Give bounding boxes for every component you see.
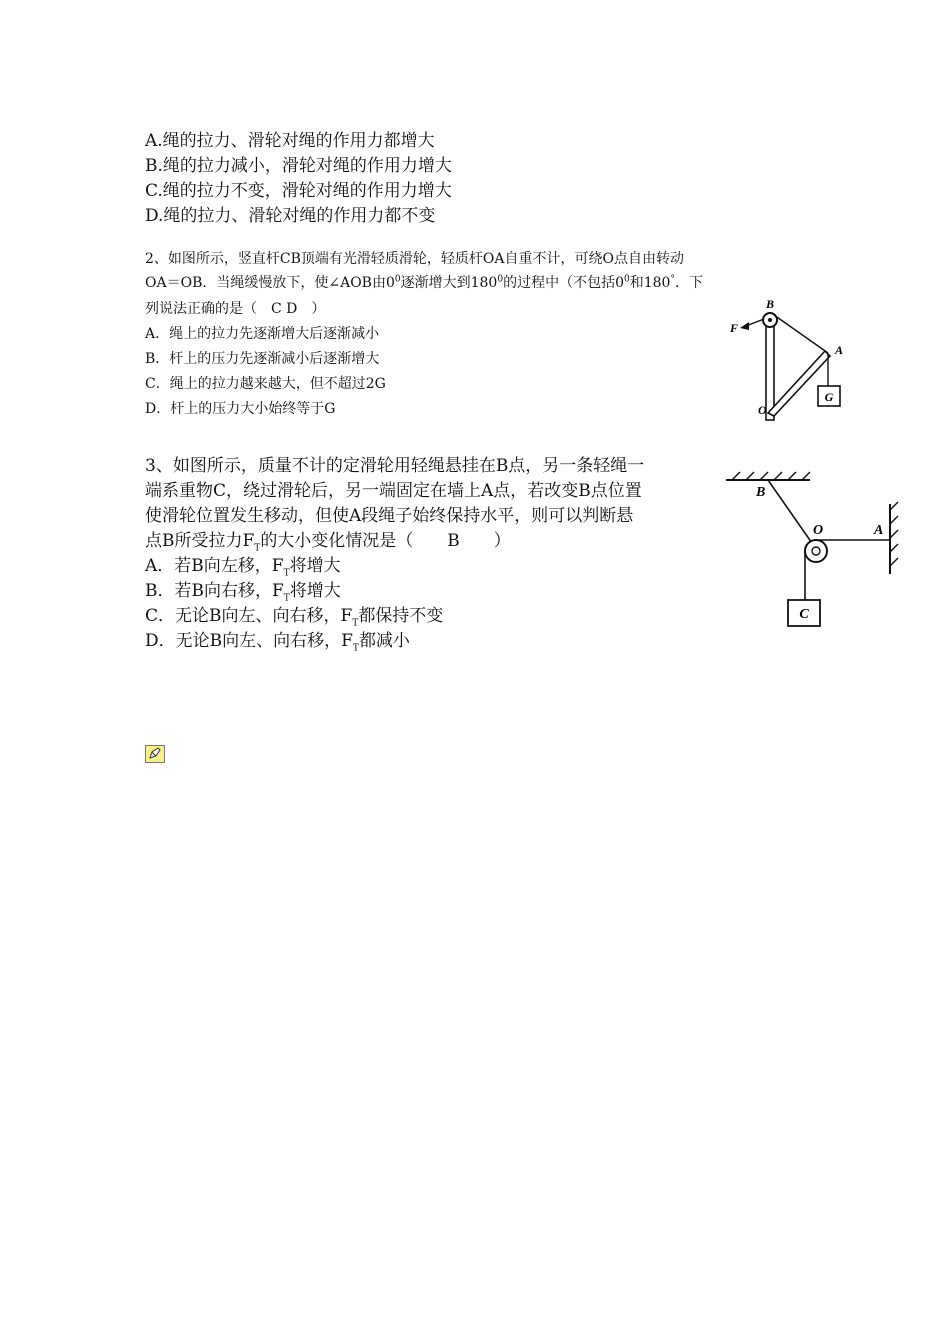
label-c: C <box>799 607 809 622</box>
q2-option-d: D．杆上的压力大小始终等于G <box>145 401 336 417</box>
label-f: F <box>730 321 739 335</box>
vertical-rod <box>766 320 774 420</box>
label-a: A <box>874 523 884 538</box>
option-text: 都减小 <box>358 631 410 651</box>
q3-option-c <box>145 601 443 628</box>
q3-option-d <box>145 626 410 653</box>
q3-option-a <box>145 551 341 578</box>
pencil-icon <box>146 746 164 762</box>
label-a: A <box>835 343 844 357</box>
option-text: 将增大 <box>289 581 341 601</box>
superscript: 0 <box>497 274 504 285</box>
superscript: 0 <box>394 274 401 285</box>
pulley-axle <box>768 318 772 322</box>
option-text: 将增大 <box>289 556 341 576</box>
label-o: O <box>758 403 767 417</box>
option-text: A．若B向左移，F <box>145 556 284 576</box>
q2-stem-part: ．下 <box>674 275 703 291</box>
subscript: T <box>352 618 359 629</box>
q2-stem-part: OA＝OB．当绳缓慢放下，使∠AOB由0 <box>145 275 395 291</box>
q1-option-b: B.绳的拉力减小，滑轮对绳的作用力增大 <box>145 156 452 176</box>
label-b: B <box>756 485 766 500</box>
force-arrow <box>740 322 749 330</box>
q1-option-d: D.绳的拉力、滑轮对绳的作用力都不变 <box>145 206 436 226</box>
rope-b-to-o <box>768 480 814 546</box>
subscript: T <box>352 643 359 654</box>
subscript: T <box>283 568 290 579</box>
wall-hatch <box>890 502 898 566</box>
q3-stem-line4 <box>145 526 511 553</box>
pulley-axle <box>812 547 820 555</box>
q3-stem-part: 的大小变化情况是（ B ） <box>260 531 511 551</box>
q2-stem-part: 的过程中（不包括0 <box>503 275 624 291</box>
embedded-object-icon[interactable] <box>145 745 165 763</box>
q2-stem-part: 和180 <box>629 275 671 291</box>
q3-stem-line2: 端系重物C，绕过滑轮后，另一端固定在墙上A点，若改变B点位置 <box>145 481 642 501</box>
q2-stem-part: 逐渐增大到180 <box>400 275 498 291</box>
label-g: G <box>824 390 834 404</box>
option-text: D．无论B向左、向右移，F <box>145 631 353 651</box>
q3-stem-line3: 使滑轮位置发生移动，但使A段绳子始终保持水平，则可以判断悬 <box>145 506 634 526</box>
subscript: T <box>254 543 261 554</box>
q1-option-c: C.绳的拉力不变，滑轮对绳的作用力增大 <box>145 181 452 201</box>
option-text: C．无论B向左、向右移，F <box>145 606 353 626</box>
subscript: T <box>283 593 290 604</box>
q1-option-a: A.绳的拉力、滑轮对绳的作用力都增大 <box>145 131 435 151</box>
superscript: 0 <box>624 274 630 285</box>
q2-option-c: C．绳上的拉力越来越大，但不超过2G <box>145 376 386 392</box>
q2-stem-line2 <box>145 272 703 292</box>
option-text: B．若B向右移，F <box>145 581 284 601</box>
q2-figure <box>728 298 848 426</box>
q2-option-b: B．杆上的压力先逐渐减小后逐渐增大 <box>145 351 380 367</box>
q2-stem-line1: 2、如图所示，竖直杆CB顶端有光滑轻质滑轮，轻质杆OA自重不计，可绕O点自由转动 <box>145 251 684 267</box>
q3-figure <box>722 468 904 634</box>
q3-stem-part: 点B所受拉力F <box>145 531 255 551</box>
q2-stem-line3: 列说法正确的是（ C D ） <box>145 301 326 317</box>
q3-stem-line1: 3、如图所示，质量不计的定滑轮用轻绳悬挂在B点，另一条轻绳一 <box>145 456 645 476</box>
q2-option-a: A．绳上的拉力先逐渐增大后逐渐减小 <box>145 326 380 342</box>
superscript: ° <box>670 274 675 285</box>
option-text: 都保持不变 <box>358 606 444 626</box>
ceiling-hatch <box>732 472 810 480</box>
label-b: B <box>765 298 775 311</box>
rope-b-to-a <box>774 315 828 353</box>
q3-option-b <box>145 576 341 603</box>
label-o: O <box>813 523 824 538</box>
